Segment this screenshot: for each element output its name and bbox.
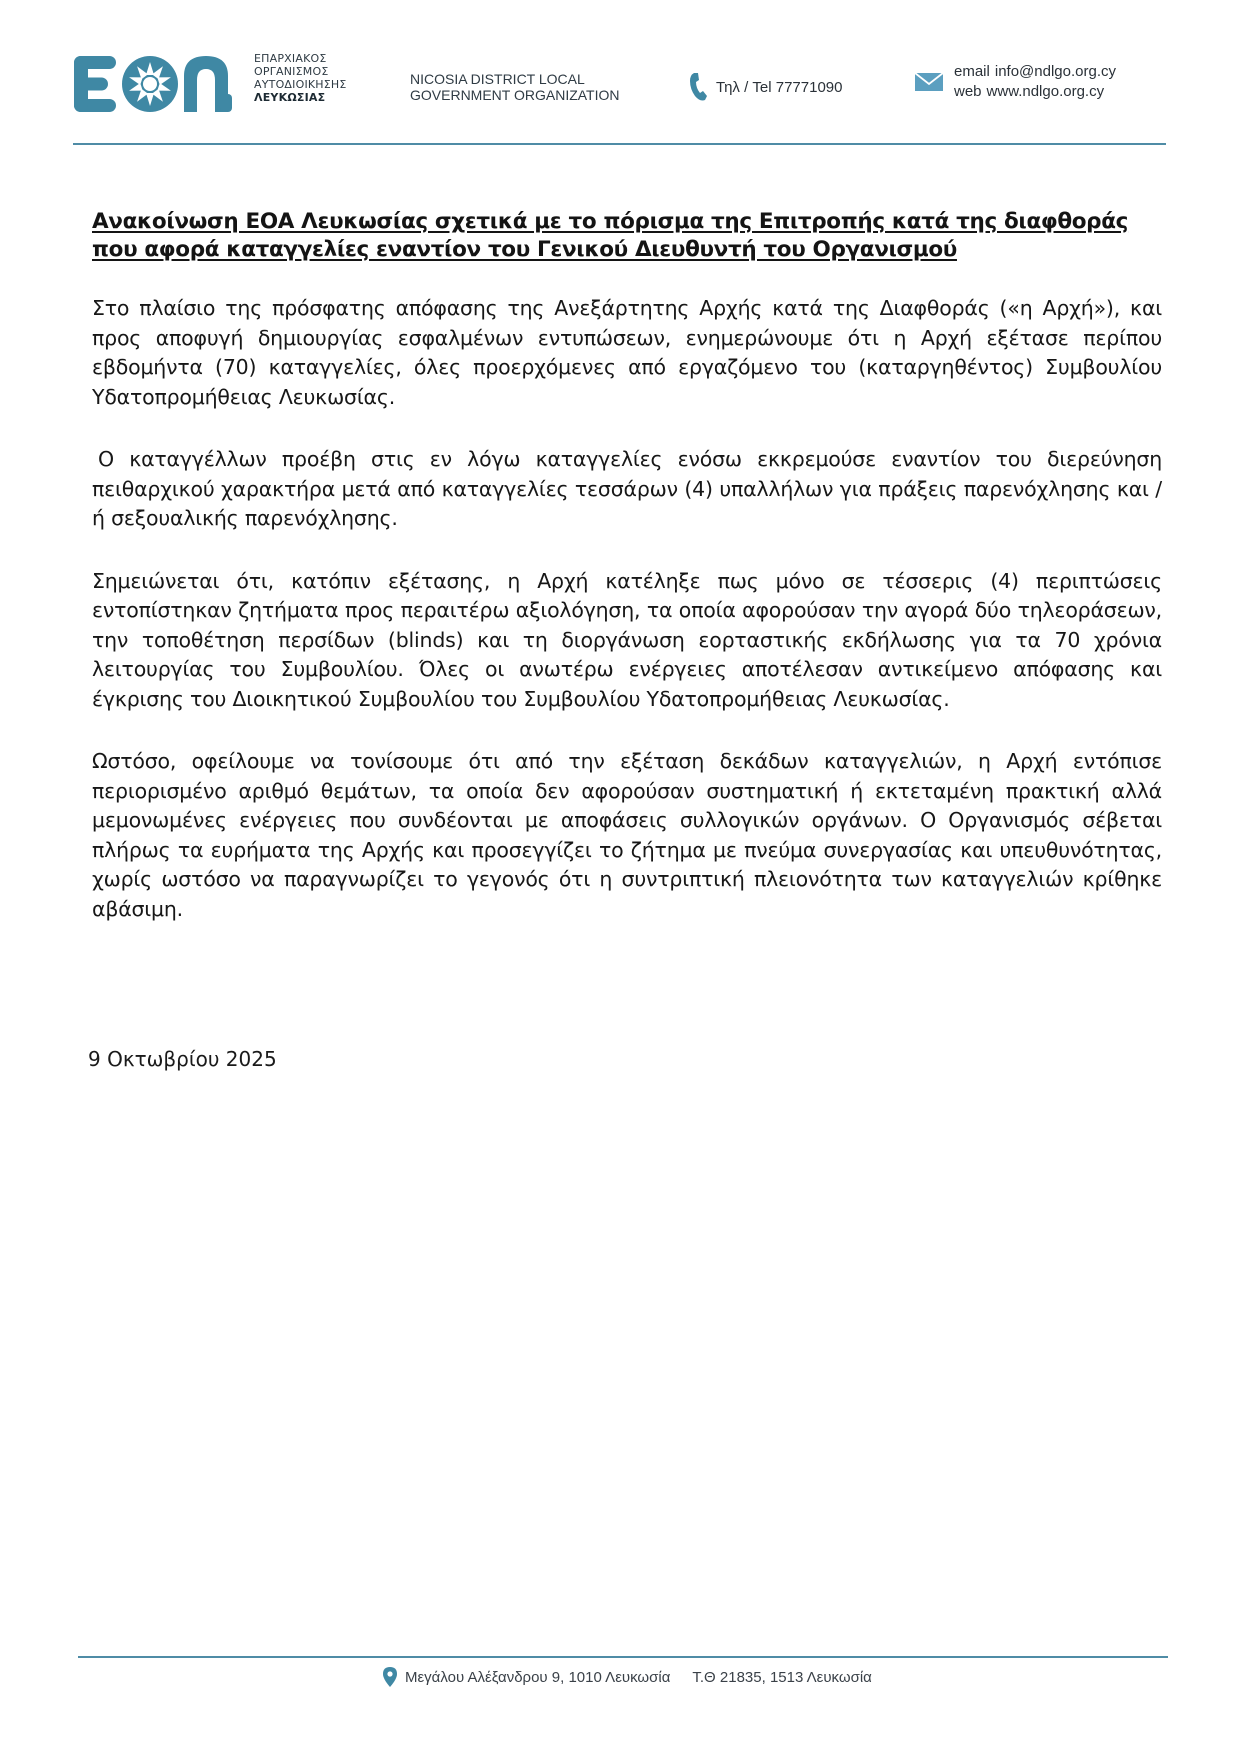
org-greek-name — [254, 52, 347, 104]
web-address[interactable]: www.ndlgo.org.cy — [986, 83, 1105, 100]
header-divider — [73, 143, 1166, 145]
document-body — [92, 208, 1162, 957]
envelope-icon — [914, 71, 944, 93]
paragraph: Στο πλαίσιο της πρόσφατης απόφασης της Ανεξάρτητης Αρχής κατά της Διαφθοράς («η Αρχή»), και προς αποφυγή δημιουργίας εσφαλμένων εντυπώσεων, ενημερώνουμε ότι η Αρχή εξέτασε περίπου εβδομήντα (70) καταγγελίες, όλες προερχόμενες από εργαζόμενο του (καταργηθέντος) Συμβουλίου Υδατοπρομήθειας Λευκωσίας. — [92, 296, 1162, 409]
web-label: web — [954, 83, 982, 100]
phone-number: Τηλ / Tel 77771090 — [716, 78, 843, 96]
paragraph: Ο καταγγέλλων προέβη στις εν λόγω καταγγελίες ενόσω εκκρεμούσε εναντίον του διερεύνηση πειθαρχικού χαρακτήρα μετά από καταγγελίες τεσσάρων (4) υπαλλήλων για πράξεις παρενόχλησης και /ή σεξουαλικής παρενόχλησης. — [92, 447, 1162, 530]
phone-icon — [688, 72, 708, 102]
footer-address — [383, 1667, 872, 1687]
org-greek-line: ΟΡΓΑΝΙΣΜΟΣ — [254, 65, 329, 78]
logo-eoa — [72, 54, 232, 114]
email-address[interactable]: info@ndlgo.org.cy — [994, 63, 1116, 80]
paragraph: Ωστόσο, οφείλουμε να τονίσουμε ότι από την εξέταση δεκάδων καταγγελιών, η Αρχή εντόπισε περιορισμένο αριθμό θεμάτων, τα οποία δεν αφορούσαν συστηματική ή εκτεταμένη πρακτική αλλά μεμονωμένες ενέργειες που συνδέονται με αποφάσεις συλλογικών οργάνων. Ο Οργανισμός σέβεται πλήρως τα ευρήματα της Αρχής και προσεγγίζει το ζήτημα με πνεύμα συνεργασίας και υπευθυνότητας, χωρίς ωστόσο να παραγνωρίζει το γεγονός ότι η συντριπτική πλειονότητα των καταγγελιών κρίθηκε αβάσιμη. — [92, 749, 1162, 921]
street-address: Μεγάλου Αλέξανδρου 9, 1010 Λευκωσία — [405, 1668, 671, 1686]
footer-divider — [78, 1656, 1168, 1658]
email-label: email — [954, 63, 990, 80]
email-web-contact — [914, 62, 1116, 102]
document-title: Ανακοίνωση ΕΟΑ Λευκωσίας σχετικά με το πόρισμα της Επιτροπής κατά της διαφθοράς που αφορά καταγγελίες εναντίον του Γενικού Διευθυντή του Οργανισμού — [92, 209, 1129, 262]
logo-letter-epsilon — [74, 56, 116, 112]
email-line — [954, 62, 1116, 82]
letterhead — [0, 0, 1242, 150]
star-wheel-icon — [122, 56, 178, 112]
org-english-line: GOVERNMENT ORGANIZATION — [410, 87, 620, 103]
logo-letter-alpha — [184, 56, 232, 112]
po-box: Τ.Θ 21835, 1513 Λευκωσία — [692, 1668, 872, 1686]
org-english-name — [410, 71, 620, 103]
org-greek-line-city: ΛΕΥΚΩΣΙΑΣ — [254, 91, 326, 104]
org-greek-line: ΑΥΤΟΔΙΟΙΚΗΣΗΣ — [254, 78, 347, 91]
document-date: 9 Οκτωβρίου 2025 — [88, 1047, 277, 1071]
phone-contact — [688, 72, 843, 102]
org-greek-line: ΕΠΑΡΧΙΑΚΟΣ — [254, 52, 327, 65]
org-english-line: NICOSIA DISTRICT LOCAL — [410, 71, 585, 87]
map-pin-icon — [383, 1667, 397, 1687]
paragraph: Σημειώνεται ότι, κατόπιν εξέτασης, η Αρχή κατέληξε πως μόνο σε τέσσερις (4) περιπτώσεις εντοπίστηκαν ζητήματα προς περαιτέρω αξιολόγηση, τα οποία αφορούσαν την αγορά δύο τηλεοράσεων, την τοποθέτηση περσίδων (blinds) και τη διοργάνωση εορταστικής εκδήλωσης για τα 70 χρόνια λειτουργίας του Συμβουλίου. Όλες οι ανωτέρω ενέργειες αποτέλεσαν αντικείμενο απόφασης και έγκρισης του Διοικητικού Συμβουλίου του Συμβουλίου Υδατοπρομήθειας Λευκωσίας. — [92, 568, 1162, 711]
web-line — [954, 82, 1116, 102]
